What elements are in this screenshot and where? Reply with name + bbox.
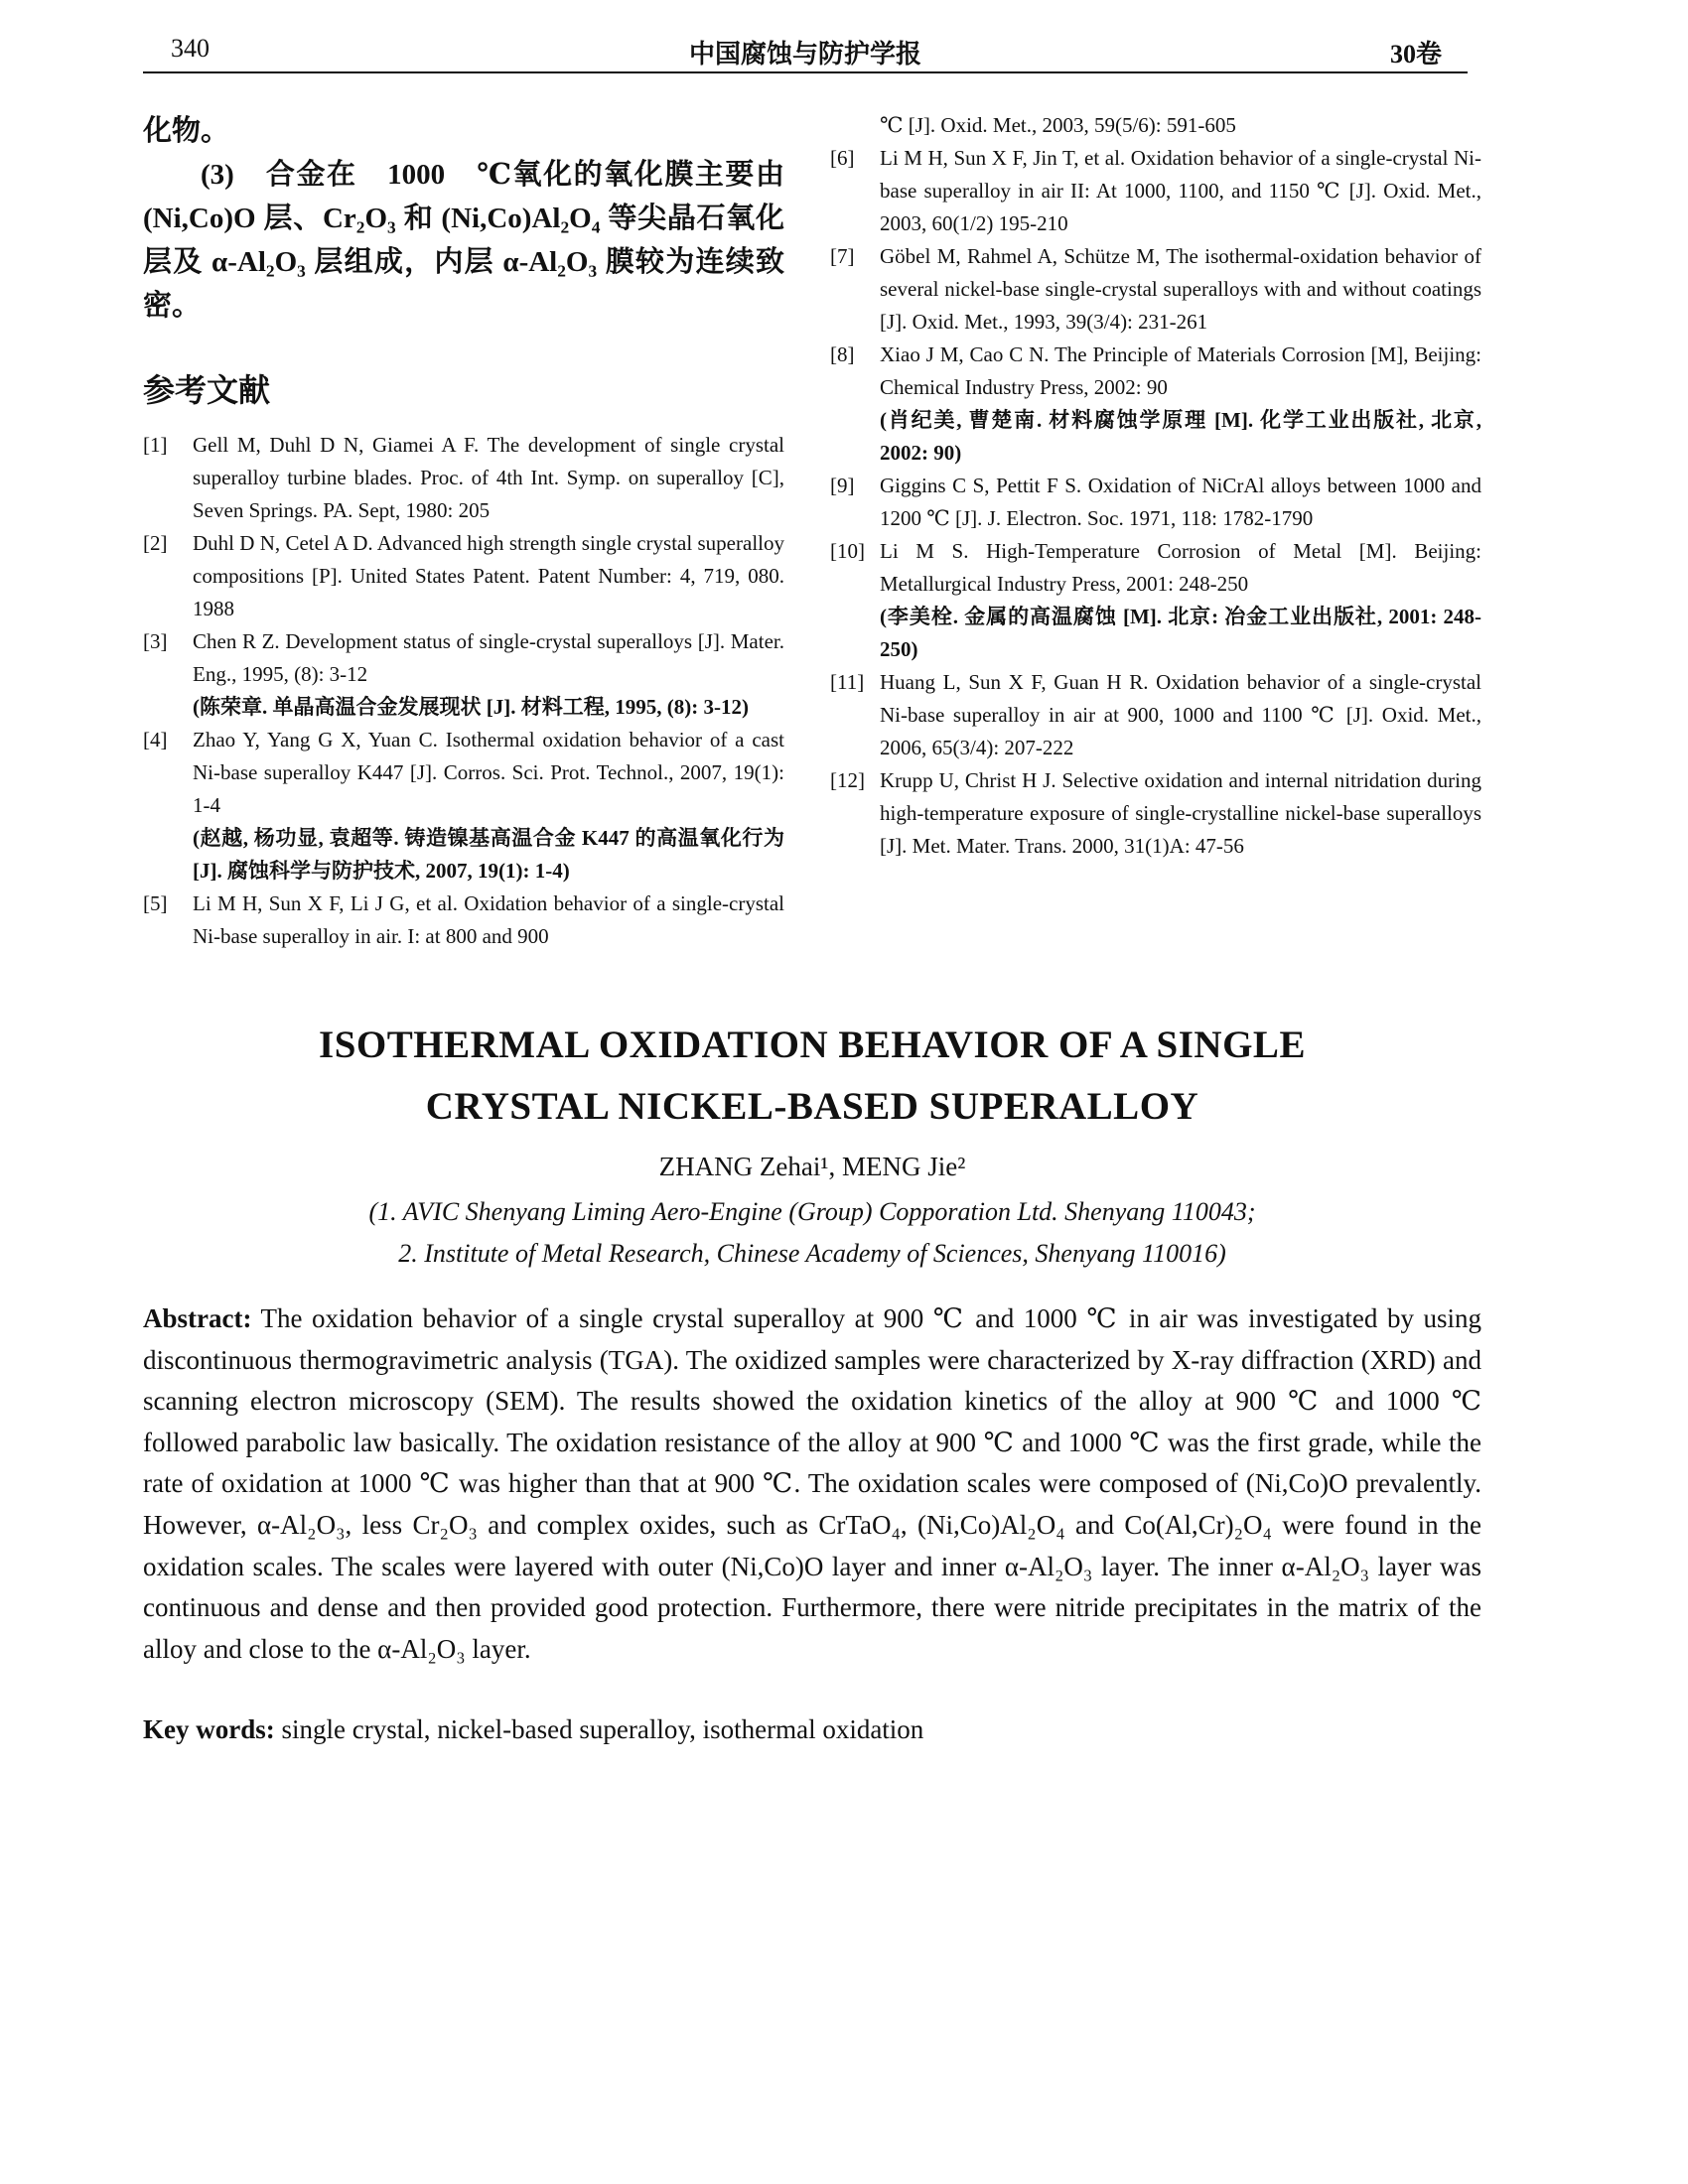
reference-item	[143, 429, 784, 527]
reference-number: [4]	[143, 728, 168, 751]
reference-text	[880, 240, 1481, 339]
abstract	[143, 1298, 1481, 1670]
reference-text	[880, 666, 1481, 764]
reference-item	[830, 535, 1481, 666]
keywords	[143, 1709, 1481, 1749]
reference-item	[830, 240, 1481, 339]
conclusions-text	[143, 109, 784, 328]
reference-text	[193, 887, 784, 953]
reference-chinese-citation: (李美栓. 金属的高温腐蚀 [M]. 北京: 冶金工业出版社, 2001: 248-250)	[880, 605, 1481, 661]
reference-citation: Li M H, Sun X F, Jin T, et al. Oxidation behavior of a single-crystal Ni-base superalloy in air II: At 1000, 1100, and 1150 ℃ [J]. Oxid. Met., 2003, 60(1/2) 195-210	[880, 146, 1481, 235]
reference-text	[880, 339, 1481, 470]
reference-citation: Huang L, Sun X F, Guan H R. Oxidation behavior of a single-crystal Ni-base superalloy in air at 900, 1000 and 1100 ℃ [J]. Oxid. Met., 2006, 65(3/4): 207-222	[880, 670, 1481, 759]
page-number: 340	[171, 34, 210, 63]
references-heading: 参考文献	[143, 372, 271, 408]
reference-chinese-citation: (陈荣章. 单晶高温合金发展现状 [J]. 材料工程, 1995, (8): 3-12)	[193, 695, 749, 719]
reference-chinese-citation: (赵越, 杨功显, 袁超等. 铸造镍基高温合金 K447 的高温氧化行为 [J]. 腐蚀科学与防护技术, 2007, 19(1): 1-4)	[193, 826, 784, 883]
left-column	[143, 109, 784, 953]
keywords-label: Key words:	[143, 1714, 275, 1744]
reference-text	[880, 535, 1481, 666]
reference-citation: Li M S. High-Temperature Corrosion of Metal [M]. Beijing: Metallurgical Industry Press, 2001: 248-250	[880, 539, 1481, 596]
reference-text	[193, 625, 784, 724]
reference-citation: Krupp U, Christ H J. Selective oxidation and internal nitridation during high-temperature exposure of single-crystalline nickel-base superalloys [J]. Met. Mater. Trans. 2000, 31(1)A: 47-56	[880, 768, 1481, 858]
reference-item	[830, 470, 1481, 535]
reference-citation: Xiao J M, Cao C N. The Principle of Materials Corrosion [M], Beijing: Chemical Industry Press, 2002: 90	[880, 342, 1481, 399]
reference-item	[830, 666, 1481, 764]
reference-number: [3]	[143, 629, 168, 653]
reference-number: [5]	[143, 891, 168, 915]
references-list-right	[830, 142, 1481, 863]
reference-text	[880, 764, 1481, 863]
reference-number: [10]	[830, 539, 865, 563]
right-column	[830, 109, 1481, 863]
reference-item	[830, 142, 1481, 240]
authors: ZHANG Zehai¹, MENG Jie²	[658, 1152, 966, 1181]
reference-number: [1]	[143, 433, 168, 457]
abstract-label: Abstract:	[143, 1303, 252, 1333]
reference-number: [9]	[830, 474, 855, 497]
reference-item	[143, 625, 784, 724]
title-line-2: CRYSTAL NICKEL-BASED SUPERALLOY	[425, 1085, 1199, 1128]
keywords-text: single crystal, nickel-based superalloy, isothermal oxidation	[281, 1714, 924, 1744]
reference-citation: Giggins C S, Pettit F S. Oxidation of NiCrAl alloys between 1000 and 1200 ℃ [J]. J. Electron. Soc. 1971, 118: 1782-1790	[880, 474, 1481, 530]
reference-item	[143, 887, 784, 953]
english-title	[143, 1015, 1481, 1138]
reference-text	[193, 527, 784, 625]
reference-item	[143, 527, 784, 625]
journal-title: 中国腐蚀与防护学报	[688, 40, 921, 68]
reference-number: [11]	[830, 670, 865, 694]
reference-number: [12]	[830, 768, 865, 792]
affiliation-1: (1. AVIC Shenyang Liming Aero-Engine (Group) Copporation Ltd. Shenyang 110043;	[368, 1197, 1256, 1226]
reference-text	[880, 470, 1481, 535]
reference-number: [7]	[830, 244, 855, 268]
reference-number: [8]	[830, 342, 855, 366]
reference-citation: Chen R Z. Development status of single-crystal superalloys [J]. Mater. Eng., 1995, (8): 3-12	[193, 629, 784, 686]
reference-number: [6]	[830, 146, 855, 170]
reference-citation: Göbel M, Rahmel A, Schütze M, The isothermal-oxidation behavior of several nickel-base single-crystal superalloys with and without coatings [J]. Oxid. Met., 1993, 39(3/4): 231-261	[880, 244, 1481, 334]
reference-chinese-citation: (肖纪美, 曹楚南. 材料腐蚀学原理 [M]. 化学工业出版社, 北京, 2002: 90)	[880, 408, 1481, 465]
paragraph-end: 化物。	[143, 115, 230, 147]
conclusion-3: (3) 合金在 1000 ℃氧化的氧化膜主要由 (Ni,Co)O 层、Cr₂O₃ 和 (Ni,Co)Al₂O₄ 等尖晶石氧化层及 α-Al₂O₃ 层组成，内层 α-Al₂O₃ 膜较为连续致密。	[143, 159, 784, 322]
affiliation-2: 2. Institute of Metal Research, Chinese Academy of Sciences, Shenyang 110016)	[398, 1239, 1226, 1268]
reference-number: [2]	[143, 531, 168, 555]
running-header	[143, 30, 1468, 73]
affiliations	[143, 1191, 1481, 1275]
reference-item	[830, 764, 1481, 863]
reference-item	[830, 339, 1481, 470]
reference-citation: Zhao Y, Yang G X, Yuan C. Isothermal oxidation behavior of a cast Ni-base superalloy K447 [J]. Corros. Sci. Prot. Technol., 2007, 19(1): 1-4	[193, 728, 784, 817]
abstract-text: The oxidation behavior of a single crystal superalloy at 900 ℃ and 1000 ℃ in air was investigated by using discontinuous thermogravimetric analysis (TGA). The oxidized samples were characterized by X-ray diffraction (XRD) and scanning electron microscopy (SEM). The results showed the oxidation kinetics of the alloy at 900 ℃ and 1000 ℃ followed parabolic law basically. The oxidation resistance of the alloy at 900 ℃ and 1000 ℃ was the first grade, while the rate of oxidation at 1000 ℃ was higher than that at 900 ℃. The oxidation scales were composed of (Ni,Co)O prevalently. However, α-Al₂O₃, less Cr₂O₃ and complex oxides, such as CrTaO₄, (Ni,Co)Al₂O₄ and Co(Al,Cr)₂O₄ were found in the oxidation scales. The scales were layered with outer (Ni,Co)O layer and inner α-Al₂O₃ layer. The inner α-Al₂O₃ layer was continuous and dense and then provided good protection. Furthermore, there were nitride precipitates in the matrix of the alloy and close to the α-Al₂O₃ layer.	[143, 1303, 1482, 1664]
reference-text	[193, 724, 784, 887]
reference-citation: Duhl D N, Cetel A D. Advanced high strength single crystal superalloy compositions [P]. United States Patent. Patent Number: 4, 719, 080. 1988	[193, 531, 784, 620]
reference-text	[193, 429, 784, 527]
references-list-left	[143, 429, 784, 953]
reference-text	[880, 142, 1481, 240]
title-line-1: ISOTHERMAL OXIDATION BEHAVIOR OF A SINGLE	[319, 1024, 1306, 1066]
reference-citation: Gell M, Duhl D N, Giamei A F. The development of single crystal superalloy turbine blades. Proc. of 4th Int. Symp. on superalloy [C], Seven Springs. PA. Sept, 1980: 205	[193, 433, 784, 522]
volume-label: 30卷	[1389, 40, 1442, 68]
reference-citation: Li M H, Sun X F, Li J G, et al. Oxidation behavior of a single-crystal Ni-base superalloy in air. I: at 800 and 900	[193, 891, 784, 948]
reference-continuation: ℃ [J]. Oxid. Met., 2003, 59(5/6): 591-605	[880, 113, 1236, 137]
reference-item	[143, 724, 784, 887]
